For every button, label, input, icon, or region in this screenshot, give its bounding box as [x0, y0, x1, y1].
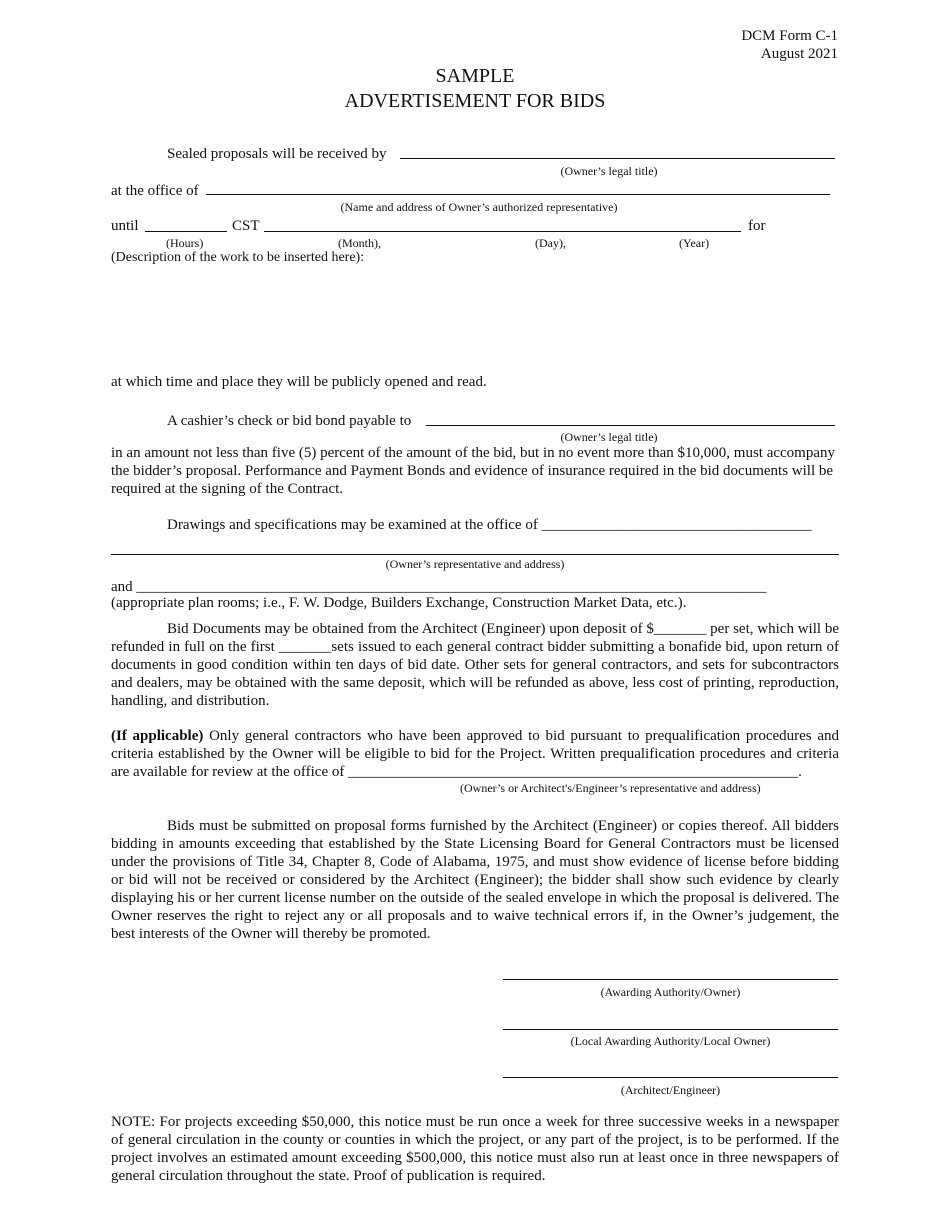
check-lead: A cashier’s check or bid bond payable to	[167, 413, 412, 429]
drawings-lead: Drawings and specifications may be examined at the office of ____________________________________	[167, 517, 812, 533]
title-advertisement: ADVERTISEMENT FOR BIDS	[344, 90, 606, 112]
form-date: August 2021	[760, 46, 838, 62]
and-line: and ____________________________________________________________________________________	[111, 579, 767, 595]
owner-caption: (Owner’s legal title)	[560, 164, 658, 178]
office-blank	[206, 194, 830, 195]
local-caption: (Local Awarding Authority/Local Owner)	[570, 1034, 771, 1048]
sealed-lead: Sealed proposals will be received by	[167, 146, 387, 162]
bids-paragraph: Bids must be submitted on proposal forms furnished by the Architect (Engineer) or copies thereof. All bidders bidding in amounts exceeding that established by the State Licensing Board for General Contractors must be licensed under the provisions of Title 34, Chapter 8, Code of Alabama, 1975, and must show evidence of license before bidding or bid will not be received or considered by the Architect (Engineer); the bidder shall show such evidence by clearly displaying his or her current license number on the outside of the sealed envelope in which the proposal is delivered. The Owner reserves the right to reject any or all proposals and to waive technical errors if, in the Owner’s judgement, the best interests of the Owner will thereby be promoted.	[111, 818, 839, 942]
opened-text: at which time and place they will be publicly opened and read.	[111, 374, 487, 390]
check-payee-blank	[426, 425, 835, 426]
date-blank	[264, 231, 741, 232]
bid-documents: Bid Documents may be obtained from the Architect (Engineer) upon deposit of $_______ per set, which will be refunded in full on the first _______sets issued to each general contract bidder submitting a bonafide bid, upon return of documents in good condition within ten days of bid date. Other sets for general contractors, and sets for subcontractors and dealers, may be obtained with the same deposit, which will be refunded as above, less cost of printing, reproduction, handling, and distribution.	[111, 621, 839, 709]
office-lead: at the office of	[111, 183, 199, 199]
check-caption: (Owner’s legal title)	[560, 430, 658, 444]
awarding-signature-line	[503, 979, 838, 980]
for-label: for	[748, 218, 766, 234]
prequal-bold: (If applicable)	[111, 728, 204, 744]
plan-rooms: (appropriate plan rooms; i.e., F. W. Dodge, Builders Exchange, Construction Market Data, etc.).	[111, 595, 687, 611]
hours-blank	[145, 231, 227, 232]
year-caption: (Year)	[679, 236, 710, 250]
drawings-caption: (Owner’s representative and address)	[385, 557, 565, 571]
hours-caption: (Hours)	[166, 236, 204, 250]
architect-signature-line	[503, 1077, 838, 1078]
cst-label: CST	[232, 218, 260, 234]
drawings-blank	[111, 554, 839, 555]
prequal-text: Only general contractors who have been approved to bid pursuant to prequalification procedures and criteria established by the Owner will be eligible to bid for the Project. Written prequalification procedures and criteria are available for review at the office of ____________________________________________________________.	[111, 728, 840, 780]
check-body: in an amount not less than five (5) percent of the amount of the bid, but in no event more than $10,000, must accompany the bidder’s proposal. Performance and Payment Bonds and evidence of insurance required in the bid documents will be required at the signing of the Contract.	[111, 445, 835, 497]
owner-title-blank	[400, 158, 835, 159]
form-id: DCM Form C-1	[741, 28, 838, 44]
office-caption: (Name and address of Owner’s authorized representative)	[340, 200, 618, 214]
until-label: until	[111, 218, 139, 234]
local-signature-line	[503, 1029, 838, 1030]
architect-caption: (Architect/Engineer)	[620, 1083, 721, 1097]
description-label: (Description of the work to be inserted here):	[111, 250, 365, 265]
note-paragraph: NOTE: For projects exceeding $50,000, this notice must be run once a week for three successive weeks in a newspaper of general circulation in the county or counties in which the project, or any part of the project, is to be performed. If the project involves an estimated amount exceeding $500,000, this notice must also run at least once in three newspapers of general circulation throughout the state. Proof of publication is required.	[111, 1114, 839, 1184]
prequal-paragraph	[111, 727, 839, 781]
awarding-caption: (Awarding Authority/Owner)	[600, 985, 741, 999]
prequal-caption: (Owner’s or Architect's/Engineer’s representative and address)	[460, 781, 761, 795]
day-caption: (Day),	[535, 236, 566, 250]
month-caption: (Month),	[338, 236, 381, 250]
title-sample: SAMPLE	[435, 65, 515, 87]
